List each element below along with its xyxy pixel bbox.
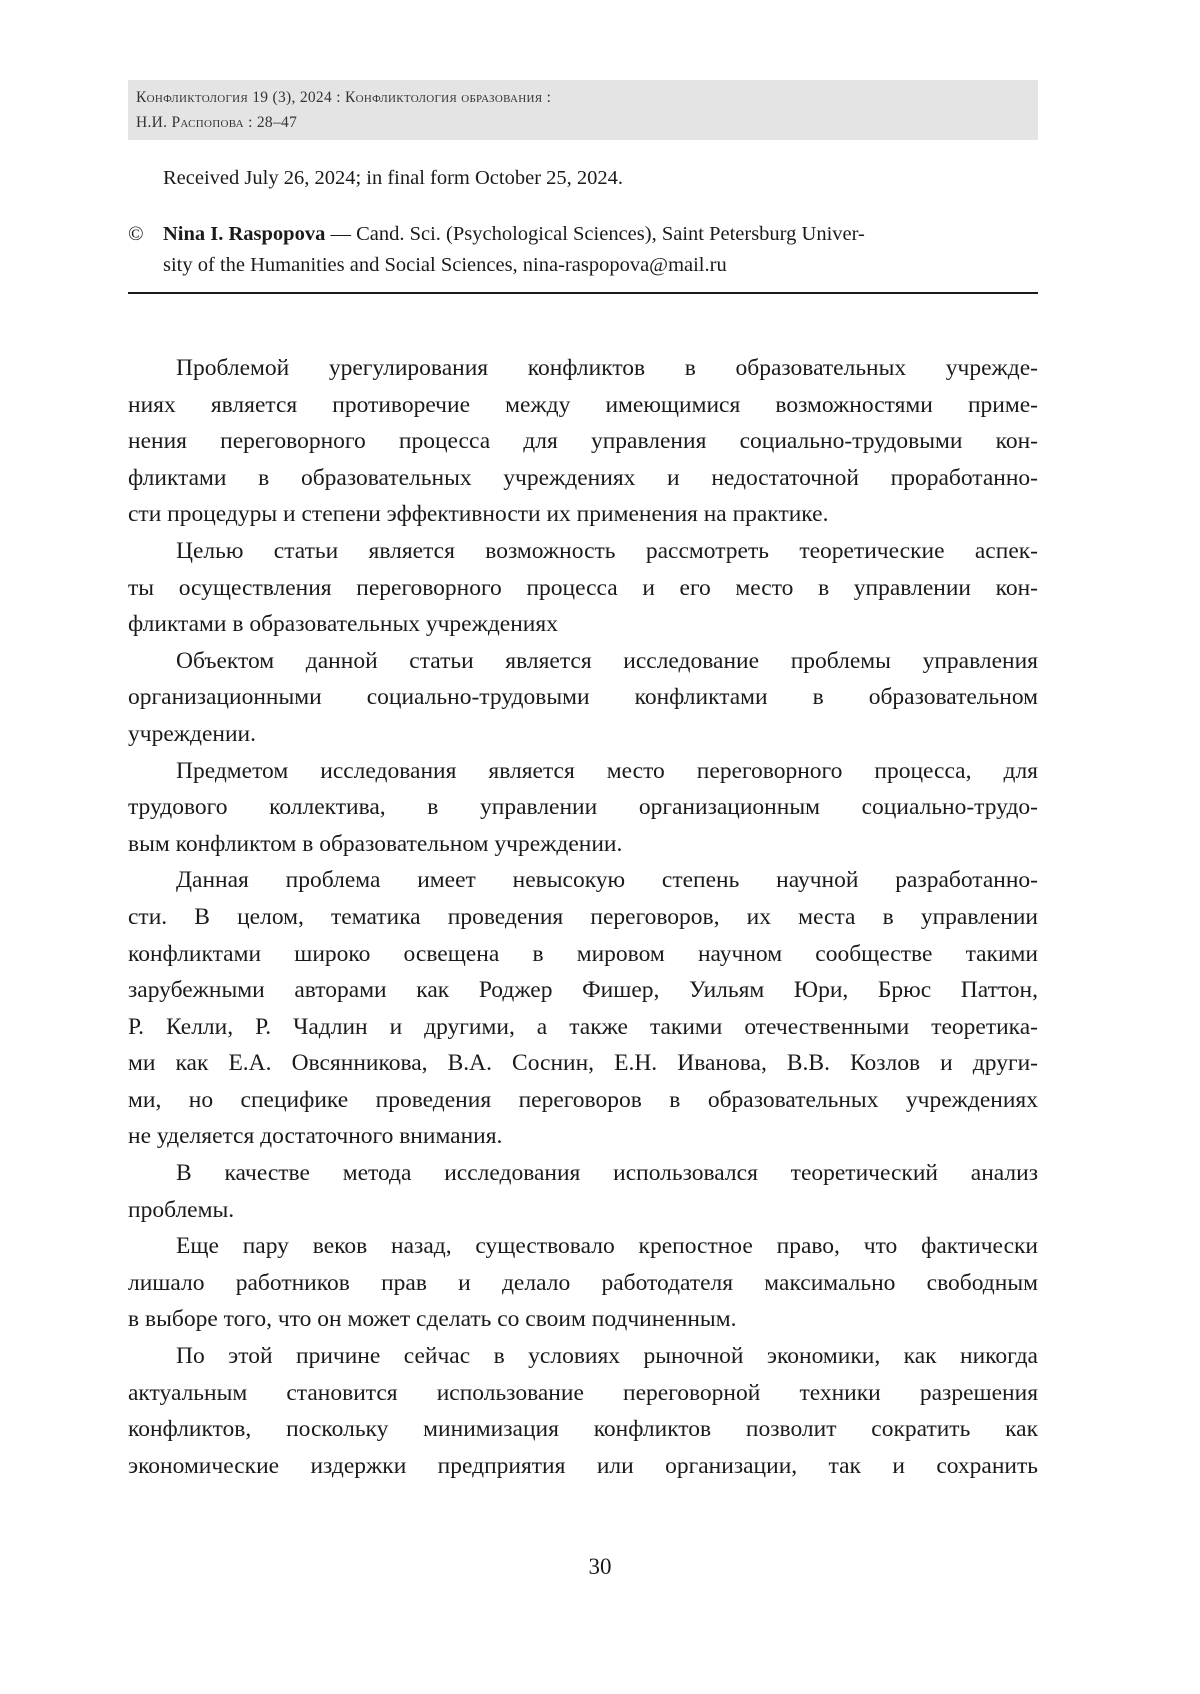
body-line: Данная проблема имеет невысокую степень научной разработанно- <box>128 862 1038 899</box>
article-body <box>128 350 1038 1484</box>
author-affiliation-part-1: — Cand. Sci. (Psychological Sciences), Saint Petersburg Univer- <box>325 223 865 245</box>
body-line: ниях является противоречие между имеющимися возможностями приме- <box>128 387 1038 424</box>
body-line: ты осуществления переговорного процесса и его место в управлении кон- <box>128 570 1038 607</box>
body-line: фликтами в образовательных учреждениях и недостаточной проработанно- <box>128 460 1038 497</box>
body-line: Еще пару веков назад, существовало крепостное право, что фактически <box>128 1228 1038 1265</box>
body-line: ми как Е.А. Овсянникова, В.А. Соснин, Е.Н. Иванова, В.В. Козлов и други- <box>128 1045 1038 1082</box>
body-line: Р. Келли, Р. Чадлин и другими, а также такими отечественными теоретика- <box>128 1009 1038 1046</box>
body-line: проблемы. <box>128 1192 1038 1229</box>
running-header-line-2: Н.И. Распопова : 28–47 <box>136 110 1030 135</box>
body-line: В качестве метода исследования использовался теоретический анализ <box>128 1155 1038 1192</box>
body-line: Объектом данной статьи является исследование проблемы управления <box>128 643 1038 680</box>
body-line: сти процедуры и степени эффективности их применения на практике. <box>128 496 1038 533</box>
author-affiliation-part-2: sity of the Humanities and Social Sciences, nina-raspopova@mail.ru <box>163 250 1038 281</box>
journal-page <box>0 0 1200 1694</box>
body-line: сти. В целом, тематика проведения переговоров, их места в управлении <box>128 899 1038 936</box>
body-line: трудового коллектива, в управлении организационным социально-трудо- <box>128 789 1038 826</box>
body-line: вым конфликтом в образовательном учреждении. <box>128 826 1038 863</box>
author-name: Nina I. Raspopova <box>163 223 325 245</box>
body-line: в выборе того, что он может сделать со своим подчиненным. <box>128 1301 1038 1338</box>
running-header <box>128 80 1038 140</box>
body-line: актуальным становится использование переговорной техники разрешения <box>128 1375 1038 1412</box>
body-line: По этой причине сейчас в условиях рыночной экономики, как никогда <box>128 1338 1038 1375</box>
body-line: Проблемой урегулирования конфликтов в образовательных учрежде- <box>128 350 1038 387</box>
body-line: ми, но специфике проведения переговоров в образовательных учреждениях <box>128 1082 1038 1119</box>
body-line: организационными социально-трудовыми конфликтами в образовательном <box>128 679 1038 716</box>
body-line: лишало работников прав и делало работодателя максимально свободным <box>128 1265 1038 1302</box>
body-line: не уделяется достаточного внимания. <box>128 1118 1038 1155</box>
body-line: фликтами в образовательных учреждениях <box>128 606 1038 643</box>
author-line-1 <box>163 219 1038 250</box>
received-dates: Received July 26, 2024; in final form October 25, 2024. <box>163 163 623 193</box>
author-lines <box>163 219 1038 281</box>
page-number: 30 <box>0 1552 1200 1582</box>
running-header-line-1: Конфликтология 19 (3), 2024 : Конфликтология образования : <box>136 85 1030 110</box>
body-line: экономические издержки предприятия или организации, так и сохранить <box>128 1448 1038 1485</box>
body-line: зарубежными авторами как Роджер Фишер, Уильям Юри, Брюс Паттон, <box>128 972 1038 1009</box>
body-line: Целью статьи является возможность рассмотреть теоретические аспек- <box>128 533 1038 570</box>
body-line: учреждении. <box>128 716 1038 753</box>
body-line: нения переговорного процесса для управления социально-трудовыми кон- <box>128 423 1038 460</box>
copyright-sign: © <box>128 219 144 250</box>
body-line: конфликтов, поскольку минимизация конфликтов позволит сократить как <box>128 1411 1038 1448</box>
body-line: Предметом исследования является место переговорного процесса, для <box>128 753 1038 790</box>
header-divider <box>128 292 1038 294</box>
body-line: конфликтами широко освещена в мировом научном сообществе такими <box>128 936 1038 973</box>
